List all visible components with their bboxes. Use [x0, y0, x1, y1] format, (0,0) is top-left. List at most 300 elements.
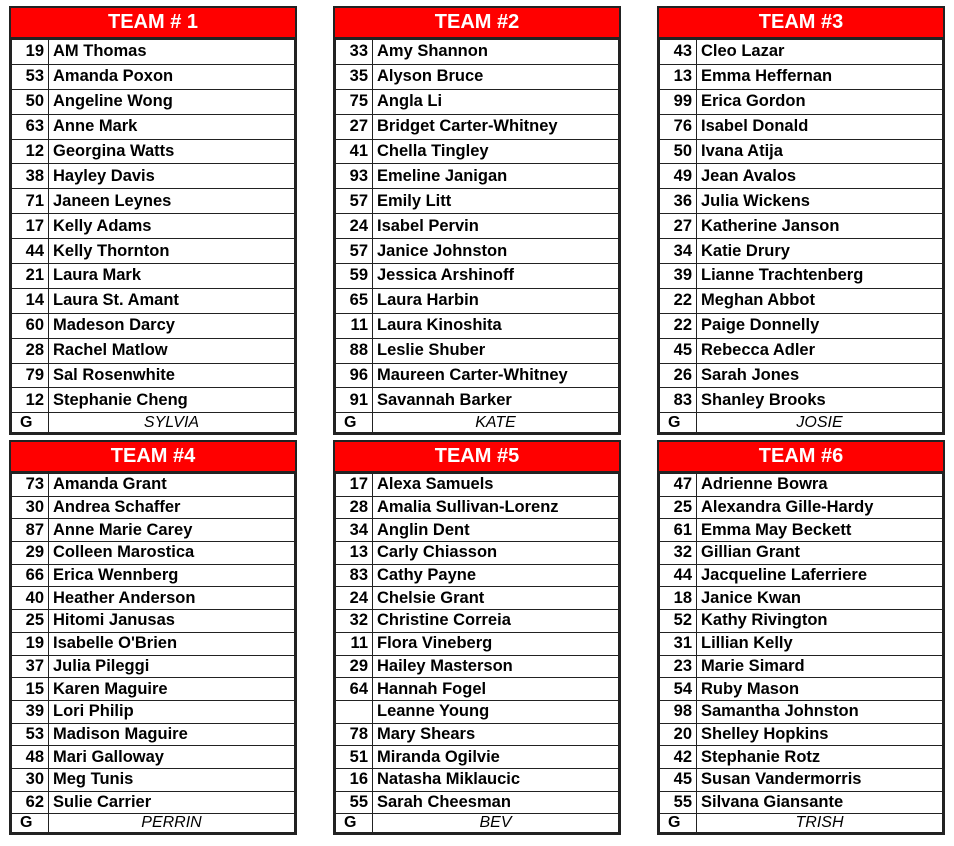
player-row	[12, 363, 295, 388]
player-name: Andrea Schaffer	[49, 496, 295, 519]
player-row	[12, 632, 295, 655]
player-name: Julia Wickens	[697, 189, 943, 214]
player-row	[12, 338, 295, 363]
player-name: Jessica Arshinoff	[373, 264, 619, 289]
goalie-marker: G	[336, 814, 373, 833]
jersey-number: 29	[12, 542, 49, 565]
player-name: Adrienne Bowra	[697, 474, 943, 497]
jersey-number: 33	[336, 40, 373, 65]
goalie-marker: G	[336, 413, 373, 433]
jersey-number: 50	[12, 89, 49, 114]
player-row	[660, 239, 943, 264]
player-row	[12, 791, 295, 814]
player-name: Janice Johnston	[373, 239, 619, 264]
jersey-number: 24	[336, 214, 373, 239]
goalie-row	[660, 814, 943, 833]
player-row	[336, 496, 619, 519]
player-name: Sulie Carrier	[49, 791, 295, 814]
player-row	[660, 564, 943, 587]
player-name: Lianne Trachtenberg	[697, 264, 943, 289]
goalie-row	[12, 814, 295, 833]
player-name: Georgina Watts	[49, 139, 295, 164]
team-card	[9, 6, 297, 435]
jersey-number: 78	[336, 723, 373, 746]
jersey-number: 49	[660, 164, 697, 189]
jersey-number: 42	[660, 746, 697, 769]
player-row	[336, 338, 619, 363]
player-name: Marie Simard	[697, 655, 943, 678]
player-name: Chella Tingley	[373, 139, 619, 164]
roster-table	[11, 473, 295, 833]
player-name: Amanda Grant	[49, 474, 295, 497]
player-name: Silvana Giansante	[697, 791, 943, 814]
player-row	[12, 89, 295, 114]
jersey-number: 43	[660, 40, 697, 65]
player-row	[12, 288, 295, 313]
jersey-number: 23	[660, 655, 697, 678]
player-row	[12, 214, 295, 239]
jersey-number: 17	[12, 214, 49, 239]
goalie-name: PERRIN	[49, 814, 295, 833]
player-row	[660, 363, 943, 388]
jersey-number: 54	[660, 678, 697, 701]
jersey-number: 83	[336, 564, 373, 587]
player-name: Colleen Marostica	[49, 542, 295, 565]
player-row	[660, 474, 943, 497]
player-name: Alyson Bruce	[373, 64, 619, 89]
player-row	[336, 564, 619, 587]
player-name: Laura Harbin	[373, 288, 619, 313]
goalie-name: KATE	[373, 413, 619, 433]
jersey-number: 25	[12, 610, 49, 633]
jersey-number: 22	[660, 313, 697, 338]
jersey-number: 12	[12, 388, 49, 413]
jersey-number: 48	[12, 746, 49, 769]
player-name: Kelly Adams	[49, 214, 295, 239]
player-name: Gillian Grant	[697, 542, 943, 565]
player-name: Amalia Sullivan-Lorenz	[373, 496, 619, 519]
jersey-number: 38	[12, 164, 49, 189]
player-row	[660, 723, 943, 746]
player-row	[12, 139, 295, 164]
player-row	[336, 40, 619, 65]
player-row	[660, 746, 943, 769]
player-name: Anne Mark	[49, 114, 295, 139]
player-row	[12, 388, 295, 413]
player-row	[12, 474, 295, 497]
jersey-number: 52	[660, 610, 697, 633]
player-name: Sarah Cheesman	[373, 791, 619, 814]
jersey-number: 35	[336, 64, 373, 89]
jersey-number: 17	[336, 474, 373, 497]
jersey-number: 39	[660, 264, 697, 289]
player-name: Lillian Kelly	[697, 632, 943, 655]
goalie-name: BEV	[373, 814, 619, 833]
jersey-number: 29	[336, 655, 373, 678]
player-name: Kelly Thornton	[49, 239, 295, 264]
player-row	[12, 564, 295, 587]
player-name: Cathy Payne	[373, 564, 619, 587]
player-name: Ruby Mason	[697, 678, 943, 701]
player-name: Mari Galloway	[49, 746, 295, 769]
jersey-number: 14	[12, 288, 49, 313]
player-row	[336, 678, 619, 701]
player-row	[336, 768, 619, 791]
jersey-number: 53	[12, 723, 49, 746]
player-name: Janice Kwan	[697, 587, 943, 610]
player-row	[336, 313, 619, 338]
player-name: Katherine Janson	[697, 214, 943, 239]
team-title: TEAM #3	[657, 6, 945, 37]
player-name: Amanda Poxon	[49, 64, 295, 89]
jersey-number: 11	[336, 632, 373, 655]
jersey-number: 34	[660, 239, 697, 264]
player-row	[336, 655, 619, 678]
jersey-number: 26	[660, 363, 697, 388]
jersey-number: 64	[336, 678, 373, 701]
player-name: Maureen Carter-Whitney	[373, 363, 619, 388]
player-name: Christine Correia	[373, 610, 619, 633]
player-row	[660, 89, 943, 114]
player-name: Emeline Janigan	[373, 164, 619, 189]
player-row	[12, 610, 295, 633]
player-row	[336, 723, 619, 746]
team-title: TEAM # 1	[9, 6, 297, 37]
team-card	[333, 6, 621, 435]
player-name: Hailey Masterson	[373, 655, 619, 678]
jersey-number: 30	[12, 768, 49, 791]
player-row	[660, 632, 943, 655]
player-name: Erica Wennberg	[49, 564, 295, 587]
jersey-number: 12	[12, 139, 49, 164]
player-name: Sal Rosenwhite	[49, 363, 295, 388]
player-name: Julia Pileggi	[49, 655, 295, 678]
goalie-row	[660, 413, 943, 433]
jersey-number: 16	[336, 768, 373, 791]
player-name: Meghan Abbot	[697, 288, 943, 313]
player-name: Leanne Young	[373, 700, 619, 723]
player-name: Bridget Carter-Whitney	[373, 114, 619, 139]
player-row	[336, 288, 619, 313]
player-row	[12, 678, 295, 701]
jersey-number: 99	[660, 89, 697, 114]
jersey-number: 32	[336, 610, 373, 633]
jersey-number: 88	[336, 338, 373, 363]
player-name: Emily Litt	[373, 189, 619, 214]
jersey-number: 19	[12, 632, 49, 655]
player-name: Janeen Leynes	[49, 189, 295, 214]
roster-table	[11, 39, 295, 433]
player-row	[660, 264, 943, 289]
player-name: Flora Vineberg	[373, 632, 619, 655]
player-name: Isabelle O'Brien	[49, 632, 295, 655]
roster-table	[659, 473, 943, 833]
player-row	[660, 496, 943, 519]
player-name: Jacqueline Laferriere	[697, 564, 943, 587]
jersey-number: 79	[12, 363, 49, 388]
roster-table	[659, 39, 943, 433]
jersey-number: 18	[660, 587, 697, 610]
jersey-number: 96	[336, 363, 373, 388]
player-row	[660, 164, 943, 189]
player-row	[336, 139, 619, 164]
jersey-number: 13	[336, 542, 373, 565]
player-name: Cleo Lazar	[697, 40, 943, 65]
player-row	[336, 388, 619, 413]
team-title: TEAM #5	[333, 440, 621, 471]
player-row	[660, 791, 943, 814]
jersey-number: 27	[336, 114, 373, 139]
jersey-number: 59	[336, 264, 373, 289]
player-row	[660, 655, 943, 678]
jersey-number: 36	[660, 189, 697, 214]
jersey-number: 51	[336, 746, 373, 769]
player-row	[12, 587, 295, 610]
jersey-number: 45	[660, 338, 697, 363]
player-row	[12, 114, 295, 139]
player-row	[12, 239, 295, 264]
player-name: Anne Marie Carey	[49, 519, 295, 542]
jersey-number: 27	[660, 214, 697, 239]
player-row	[336, 610, 619, 633]
player-row	[12, 542, 295, 565]
player-name: Alexa Samuels	[373, 474, 619, 497]
player-row	[336, 791, 619, 814]
jersey-number: 19	[12, 40, 49, 65]
jersey-number: 24	[336, 587, 373, 610]
player-name: Hayley Davis	[49, 164, 295, 189]
team-title: TEAM #2	[333, 6, 621, 37]
player-name: Emma May Beckett	[697, 519, 943, 542]
jersey-number: 44	[660, 564, 697, 587]
player-row	[660, 313, 943, 338]
jersey-number: 65	[336, 288, 373, 313]
player-name: Angla Li	[373, 89, 619, 114]
jersey-number: 31	[660, 632, 697, 655]
player-row	[12, 519, 295, 542]
player-name: Laura Mark	[49, 264, 295, 289]
player-name: Stephanie Rotz	[697, 746, 943, 769]
player-row	[660, 338, 943, 363]
jersey-number: 63	[12, 114, 49, 139]
player-row	[336, 587, 619, 610]
player-name: Sarah Jones	[697, 363, 943, 388]
player-row	[336, 746, 619, 769]
player-name: Madison Maguire	[49, 723, 295, 746]
jersey-number: 55	[336, 791, 373, 814]
player-name: Emma Heffernan	[697, 64, 943, 89]
player-name: Shanley Brooks	[697, 388, 943, 413]
jersey-number: 37	[12, 655, 49, 678]
player-name: Isabel Donald	[697, 114, 943, 139]
player-row	[336, 89, 619, 114]
player-name: Leslie Shuber	[373, 338, 619, 363]
goalie-row	[336, 413, 619, 433]
goalie-marker: G	[12, 814, 49, 833]
jersey-number: 41	[336, 139, 373, 164]
player-row	[660, 587, 943, 610]
jersey-number: 66	[12, 564, 49, 587]
player-name: Miranda Ogilvie	[373, 746, 619, 769]
player-name: AM Thomas	[49, 40, 295, 65]
jersey-number: 91	[336, 388, 373, 413]
jersey-number: 75	[336, 89, 373, 114]
player-row	[660, 768, 943, 791]
goalie-marker: G	[660, 413, 697, 433]
jersey-number: 60	[12, 313, 49, 338]
player-name: Shelley Hopkins	[697, 723, 943, 746]
jersey-number: 57	[336, 239, 373, 264]
player-name: Anglin Dent	[373, 519, 619, 542]
player-row	[12, 189, 295, 214]
jersey-number: 13	[660, 64, 697, 89]
player-row	[660, 64, 943, 89]
jersey-number: 62	[12, 791, 49, 814]
jersey-number: 25	[660, 496, 697, 519]
jersey-number: 28	[336, 496, 373, 519]
player-name: Alexandra Gille-Hardy	[697, 496, 943, 519]
jersey-number: 76	[660, 114, 697, 139]
jersey-number: 98	[660, 700, 697, 723]
goalie-name: JOSIE	[697, 413, 943, 433]
player-row	[336, 700, 619, 723]
team-card	[333, 440, 621, 835]
player-row	[12, 64, 295, 89]
goalie-name: SYLVIA	[49, 413, 295, 433]
player-name: Erica Gordon	[697, 89, 943, 114]
player-row	[336, 542, 619, 565]
player-row	[336, 239, 619, 264]
player-row	[12, 264, 295, 289]
player-row	[660, 678, 943, 701]
jersey-number: 83	[660, 388, 697, 413]
jersey-number: 87	[12, 519, 49, 542]
jersey-number: 53	[12, 64, 49, 89]
player-row	[336, 214, 619, 239]
player-row	[12, 40, 295, 65]
player-row	[336, 164, 619, 189]
player-row	[12, 700, 295, 723]
jersey-number: 57	[336, 189, 373, 214]
player-row	[336, 114, 619, 139]
jersey-number: 32	[660, 542, 697, 565]
player-name: Isabel Pervin	[373, 214, 619, 239]
player-row	[336, 519, 619, 542]
jersey-number	[336, 700, 373, 723]
player-row	[660, 542, 943, 565]
player-row	[12, 723, 295, 746]
player-name: Katie Drury	[697, 239, 943, 264]
jersey-number: 93	[336, 164, 373, 189]
jersey-number: 39	[12, 700, 49, 723]
player-name: Susan Vandermorris	[697, 768, 943, 791]
player-name: Laura St. Amant	[49, 288, 295, 313]
player-row	[660, 189, 943, 214]
player-name: Heather Anderson	[49, 587, 295, 610]
player-name: Amy Shannon	[373, 40, 619, 65]
team-card	[9, 440, 297, 835]
player-row	[660, 700, 943, 723]
player-row	[336, 264, 619, 289]
player-name: Savannah Barker	[373, 388, 619, 413]
player-name: Karen Maguire	[49, 678, 295, 701]
player-row	[12, 313, 295, 338]
jersey-number: 55	[660, 791, 697, 814]
player-row	[660, 610, 943, 633]
player-name: Madeson Darcy	[49, 313, 295, 338]
player-row	[12, 164, 295, 189]
player-row	[660, 388, 943, 413]
player-name: Mary Shears	[373, 723, 619, 746]
player-name: Kathy Rivington	[697, 610, 943, 633]
jersey-number: 73	[12, 474, 49, 497]
player-name: Carly Chiasson	[373, 542, 619, 565]
jersey-number: 71	[12, 189, 49, 214]
player-name: Meg Tunis	[49, 768, 295, 791]
jersey-number: 40	[12, 587, 49, 610]
goalie-name: TRISH	[697, 814, 943, 833]
player-row	[336, 632, 619, 655]
goalie-row	[336, 814, 619, 833]
team-card	[657, 440, 945, 835]
team-title: TEAM #4	[9, 440, 297, 471]
jersey-number: 20	[660, 723, 697, 746]
player-name: Laura Kinoshita	[373, 313, 619, 338]
player-name: Chelsie Grant	[373, 587, 619, 610]
player-name: Samantha Johnston	[697, 700, 943, 723]
player-name: Hannah Fogel	[373, 678, 619, 701]
player-row	[660, 288, 943, 313]
player-name: Paige Donnelly	[697, 313, 943, 338]
player-name: Stephanie Cheng	[49, 388, 295, 413]
jersey-number: 47	[660, 474, 697, 497]
player-name: Natasha Miklaucic	[373, 768, 619, 791]
team-title: TEAM #6	[657, 440, 945, 471]
player-name: Jean Avalos	[697, 164, 943, 189]
player-row	[660, 214, 943, 239]
goalie-marker: G	[660, 814, 697, 833]
goalie-marker: G	[12, 413, 49, 433]
jersey-number: 22	[660, 288, 697, 313]
jersey-number: 34	[336, 519, 373, 542]
jersey-number: 50	[660, 139, 697, 164]
jersey-number: 45	[660, 768, 697, 791]
player-row	[12, 746, 295, 769]
player-name: Rachel Matlow	[49, 338, 295, 363]
jersey-number: 61	[660, 519, 697, 542]
player-row	[12, 768, 295, 791]
player-row	[12, 496, 295, 519]
jersey-number: 44	[12, 239, 49, 264]
player-name: Lori Philip	[49, 700, 295, 723]
goalie-row	[12, 413, 295, 433]
team-card	[657, 6, 945, 435]
player-name: Angeline Wong	[49, 89, 295, 114]
player-row	[336, 474, 619, 497]
player-row	[660, 114, 943, 139]
player-name: Hitomi Janusas	[49, 610, 295, 633]
player-row	[336, 189, 619, 214]
jersey-number: 21	[12, 264, 49, 289]
player-row	[12, 655, 295, 678]
player-row	[660, 139, 943, 164]
jersey-number: 28	[12, 338, 49, 363]
jersey-number: 30	[12, 496, 49, 519]
player-name: Rebecca Adler	[697, 338, 943, 363]
player-name: Ivana Atija	[697, 139, 943, 164]
player-row	[336, 64, 619, 89]
jersey-number: 15	[12, 678, 49, 701]
